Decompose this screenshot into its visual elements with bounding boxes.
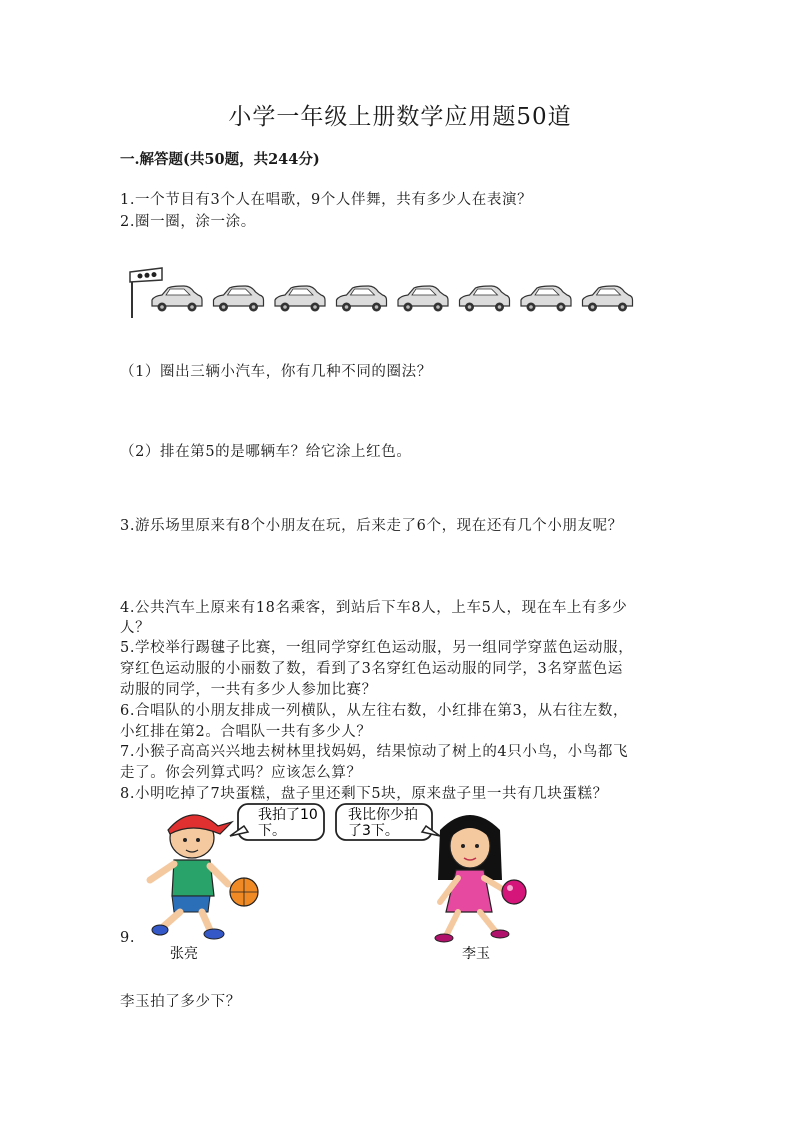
bubble-right-line-2: 了3下。 bbox=[348, 823, 399, 839]
name-label-right: 李玉 bbox=[462, 946, 490, 962]
pink-ball-icon bbox=[502, 880, 526, 904]
question-5-line-2: 穿红色运动服的小丽数了数，看到了3名穿红色运动服的同学，3名穿蓝色运 bbox=[120, 661, 623, 677]
question-8: 8.小明吃掉了7块蛋糕，盘子里还剩下5块，原来盘子里一共有几块蛋糕？ bbox=[120, 786, 608, 802]
question-6-line-2: 小红排在第2。合唱队一共有多少人？ bbox=[120, 724, 372, 740]
question-4-line-2: 人？ bbox=[120, 620, 151, 636]
question-1: 1.一个节目有3个人在唱歌，9个人伴舞，共有多少人在表演？ bbox=[120, 192, 533, 208]
speech-bubble-left bbox=[230, 804, 324, 840]
question-2-part-2: （2）排在第5的是哪辆车？给它涂上红色。 bbox=[120, 444, 412, 460]
bubble-right-line-1: 我比你少拍 bbox=[348, 807, 418, 823]
question-2-part-1: （1）圈出三辆小汽车，你有几种不同的圈法？ bbox=[120, 364, 432, 380]
question-5-line-3: 动服的同学，一共有多少人参加比赛？ bbox=[120, 682, 377, 698]
question-9: 9. bbox=[120, 930, 136, 946]
question-3: 3.游乐场里原来有8个小朋友在玩，后来走了6个，现在还有几个小朋友呢？ bbox=[120, 518, 623, 534]
car-icon bbox=[152, 286, 202, 312]
name-label-left: 张亮 bbox=[170, 946, 198, 962]
question-4-line-1: 4.公共汽车上原来有18名乘客，到站后下车8人，上车5人，现在车上有多少 bbox=[120, 600, 628, 616]
car-icon bbox=[398, 286, 448, 312]
speech-bubble-right bbox=[336, 804, 440, 840]
traffic-light-icon bbox=[130, 268, 162, 318]
page-title: 小学一年级上册数学应用题50道 bbox=[228, 104, 572, 130]
car-icon bbox=[337, 286, 387, 312]
kids-illustration bbox=[140, 800, 560, 970]
question-2: 2.圈一圈，涂一涂。 bbox=[120, 214, 256, 230]
car-icon bbox=[460, 286, 510, 312]
car-icon bbox=[521, 286, 571, 312]
car-icon bbox=[275, 286, 325, 312]
question-9-prompt: 李玉拍了多少下？ bbox=[120, 994, 241, 1010]
car-icon bbox=[583, 286, 633, 312]
section-heading: 一.解答题(共50题，共244分) bbox=[120, 151, 320, 168]
question-5-line-1: 5.学校举行踢毽子比赛，一组同学穿红色运动服，另一组同学穿蓝色运动服， bbox=[120, 640, 634, 656]
question-6-line-1: 6.合唱队的小朋友排成一列横队，从左往右数，小红排在第3，从右往左数， bbox=[120, 703, 629, 719]
question-7-line-1: 7.小猴子高高兴兴地去树林里找妈妈，结果惊动了树上的4只小鸟，小鸟都飞 bbox=[120, 744, 629, 760]
girl-figure bbox=[435, 815, 526, 942]
cars-illustration bbox=[120, 266, 640, 326]
car-icon bbox=[214, 286, 264, 312]
bubble-left-line-2: 下。 bbox=[258, 823, 286, 839]
bubble-left-line-1: 我拍了10 bbox=[258, 807, 318, 823]
question-7-line-2: 走了。你会列算式吗？应该怎么算？ bbox=[120, 765, 362, 781]
